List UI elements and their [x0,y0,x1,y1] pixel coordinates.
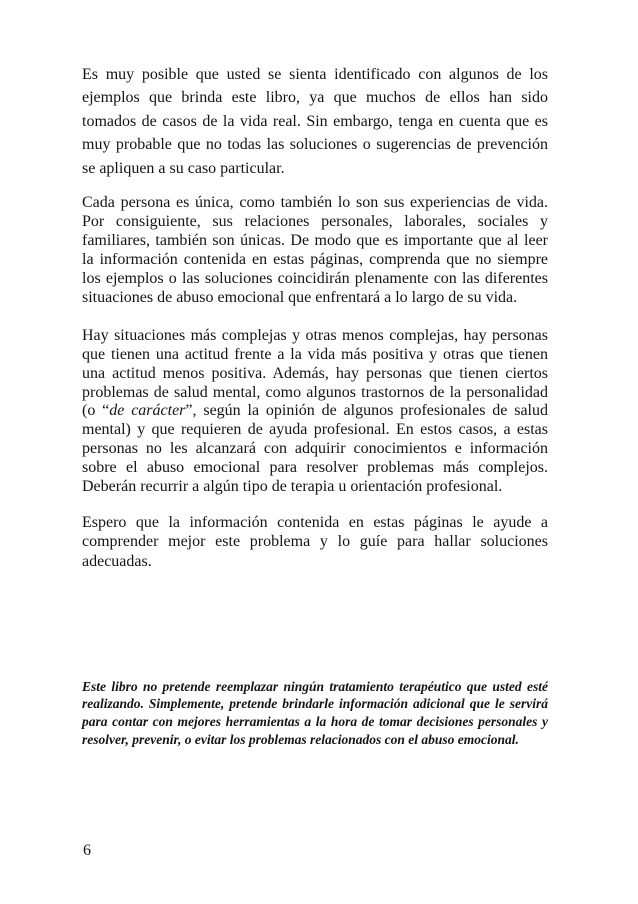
body-paragraph-4 [82,513,548,572]
text-line: para contar con mejores herramientas a la hora de tomar decisiones personales y [82,714,548,730]
body-paragraph-3 [82,327,548,497]
text-segment: (o “ [82,402,110,420]
text-line: muy probable que no todas las soluciones o sugerencias de prevención [82,136,548,153]
text-line: comprender mejor este problema y lo guíe para hallar soluciones [82,533,548,550]
text-line: situaciones de abuso emocional que enfrentará a lo largo de su vida. [82,288,518,306]
text-line: Es muy posible que usted se sienta identificado con algunos de los [82,65,548,83]
disclaimer-note [82,678,548,749]
text-line: Deberán recurrir a algún tipo de terapia u orientación profesional. [82,478,503,496]
body-paragraph-2 [82,193,548,307]
text-line [82,402,548,421]
text-line: sobre el abuso emocional para resolver problemas más complejos. [82,459,548,477]
text-line: Por consiguiente, sus relaciones personales, laborales, sociales y [82,212,548,230]
text-line: Este libro no pretende reemplazar ningún tratamiento terapéutico que usted esté [82,678,548,694]
text-line: Cada persona es única, como también lo son sus experiencias de vida. [82,193,548,211]
text-line: se apliquen a su caso particular. [82,159,285,177]
body-paragraph-1 [82,63,548,181]
text-line: Espero que la información contenida en estas páginas le ayude a [82,513,548,531]
text-line: tomados de casos de la vida real. Sin embargo, tenga en cuenta que es [82,112,548,130]
text-line: resolver, prevenir, o evitar los problemas relacionados con el abuso emocional. [82,731,519,747]
text-line: mental) y que requieren de ayuda profesional. En estos casos, a estas [82,421,548,439]
text-line: los ejemplos o las soluciones coincidirán plenamente con las diferentes [82,269,548,287]
text-line: problemas de salud mental, como algunos trastornos de la personalidad [82,383,548,401]
text-line: que tienen una actitud frente a la vida más positiva y otras que tienen [82,345,548,363]
text-segment: ”, según la opinión de algunos profesionales de salud [185,402,548,420]
text-line: ejemplos que brinda este libro, ya que muchos de ellos han sido [82,89,548,106]
text-line: una actitud menos positiva. Además, hay personas que tienen ciertos [82,364,548,382]
text-line: realizando. Simplemente, pretende brindarle información adicional que le servirá [82,696,548,712]
text-line: adecuadas. [82,552,152,570]
text-line: la información contenida en estas páginas, comprenda que no siempre [82,250,548,268]
text-line: familiares, también son únicas. De modo que es importante que al leer [82,231,548,249]
text-line: Hay situaciones más complejas y otras menos complejas, hay personas [82,326,548,344]
text-line: personas no les alcanzará con adquirir conocimientos e información [82,440,548,458]
italic-term: de carácter [109,402,186,420]
page-number: 6 [83,842,91,860]
